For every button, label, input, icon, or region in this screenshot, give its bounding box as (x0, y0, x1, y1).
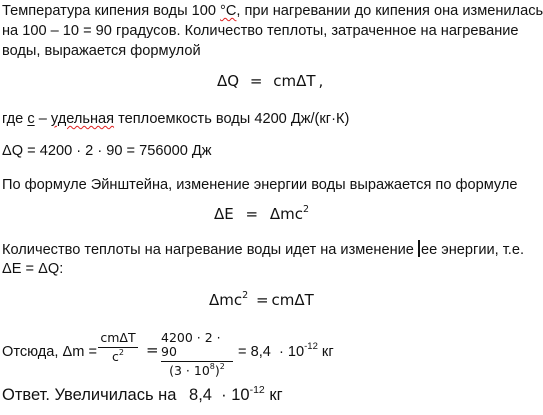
den-base: c (112, 349, 119, 364)
formula-comma: , (318, 72, 324, 90)
formula-right: Δmc (269, 205, 304, 223)
text-cursor (418, 240, 420, 257)
equals-2: = (238, 344, 247, 360)
result-exponent: -12 (304, 341, 318, 353)
formula-right: cmΔT (271, 291, 314, 309)
formula-equals: = (255, 291, 269, 309)
text-segment: , при нагревании до кипения она изменилась (236, 3, 543, 19)
result-expression (238, 343, 334, 361)
text-line-1 (2, 2, 543, 20)
formula-equals: = (245, 205, 259, 223)
den-close: ) (214, 363, 220, 378)
den-inner-exponent: 8 (209, 361, 215, 371)
text-segment: где (2, 111, 28, 127)
formula-dq-value: ΔQ = 4200 · 2 · 90 = 756000 Дж (2, 143, 212, 159)
text-segment: – (34, 111, 51, 127)
fraction-2-denominator (169, 361, 225, 378)
text-segment: Количество теплоты на нагревание воды идет на изменение (2, 242, 418, 258)
formula-left: ΔE (214, 205, 234, 223)
text-segment: Температура кипения воды 100 (2, 3, 221, 19)
text-line-3: воды, выражается формулой (2, 43, 201, 59)
answer-unit: кг (264, 386, 283, 404)
text-segment: теплоемкость воды 4200 Дж/(кг·К) (114, 111, 350, 127)
result-unit: кг (317, 344, 334, 360)
spellcheck-word: удельная (50, 111, 115, 127)
formula-dq (217, 72, 323, 90)
formula-equals: = (249, 72, 263, 90)
text-line-2: на 100 – 10 = 90 градусов. Количество теплоты, затраченное на нагревание (2, 23, 519, 39)
den-exponent: 2 (219, 361, 225, 371)
formula-prefix: Отсюда, Δm = (2, 344, 98, 360)
answer-label: Ответ. Увеличилась на (2, 386, 177, 404)
fraction-2-numerator: 4200 · 2 · 90 (161, 330, 221, 359)
answer-exponent: -12 (249, 383, 265, 396)
formula-left: Δmc (209, 291, 243, 309)
fraction-1-denominator (112, 347, 124, 364)
c-symbol: с (27, 111, 35, 127)
formula-exponent: 2 (242, 290, 249, 301)
formula-de (214, 205, 309, 223)
text-line-6 (2, 240, 524, 259)
answer-line (2, 385, 283, 405)
result-value: 8,4 · 10 (250, 344, 305, 360)
fraction-2 (161, 331, 233, 378)
text-segment: ее энергии, т.е. (420, 242, 525, 258)
den-open: (3 · 10 (169, 363, 210, 378)
den-exponent: 2 (118, 347, 124, 357)
formula-energy-balance (209, 291, 314, 309)
formula-right: cmΔT (273, 72, 316, 90)
degree-unit: °С (220, 3, 237, 19)
formula-left: ΔQ (217, 72, 240, 90)
text-line-7: ΔE = ΔQ: (2, 261, 64, 277)
answer-value: 8,4 · 10 (189, 386, 250, 404)
fraction-1-bar (98, 347, 138, 348)
fraction-1-numerator: cmΔT (100, 330, 136, 345)
text-line-5: По формуле Эйнштейна, изменение энергии воды выражается по формуле (2, 177, 518, 193)
text-line-4 (2, 110, 349, 128)
equals-1: = (146, 341, 159, 359)
formula-exponent: 2 (303, 204, 310, 215)
fraction-1 (98, 331, 138, 364)
